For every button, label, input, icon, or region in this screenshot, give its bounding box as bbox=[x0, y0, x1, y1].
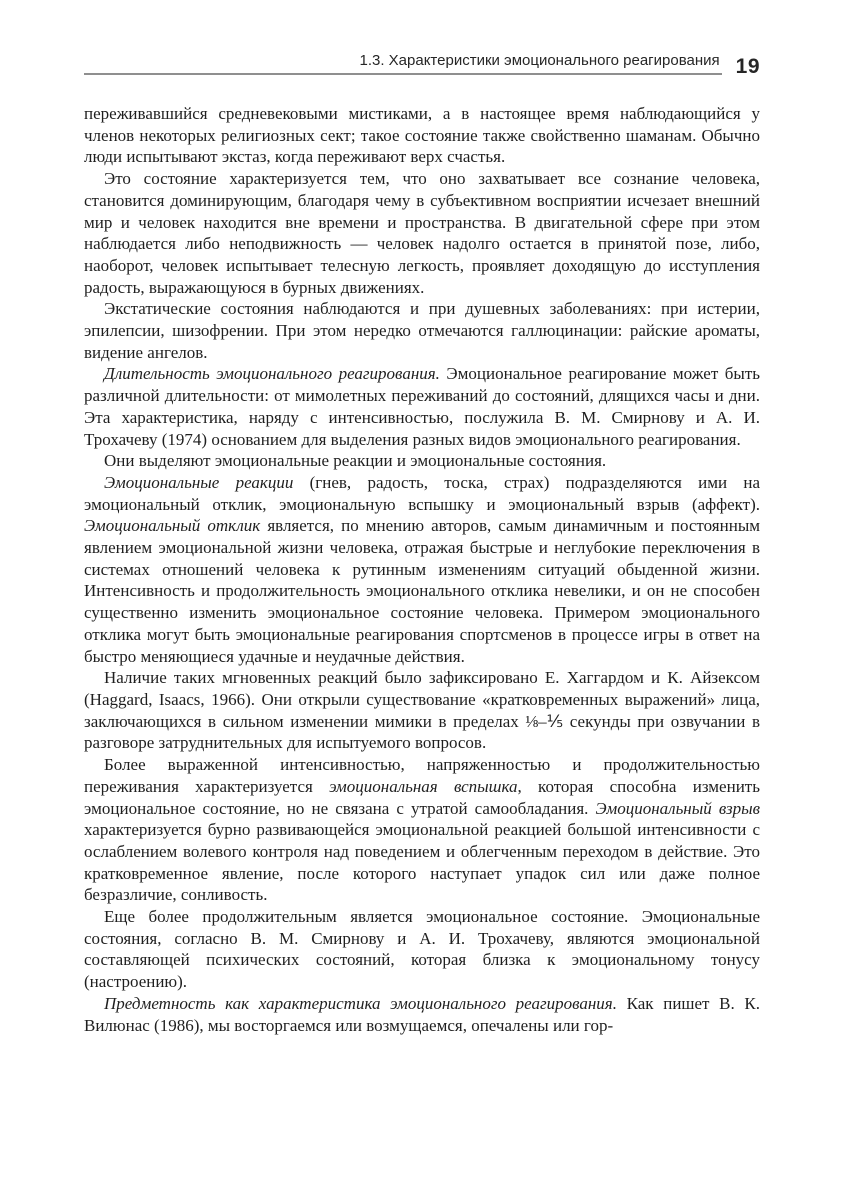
paragraph-run: , которая способна изменить эмоциональное состояние, но не связана с утратой самообладания. bbox=[84, 776, 760, 818]
running-title: 1.3. Характеристики эмоционального реагирования bbox=[359, 52, 720, 69]
page-body bbox=[84, 103, 760, 1036]
running-header bbox=[84, 52, 760, 78]
paragraph-run: Они выделяют эмоциональные реакции и эмоциональные состояния. bbox=[104, 451, 607, 471]
page-number: 19 bbox=[735, 55, 760, 78]
paragraph-run: характеризуется бурно развивающейся эмоциональной реакцией большой интенсивности с ослаблением волевого контроля над поведением и облегченным переходом в действие. Это кратковременное явление, после которого наступает упадок сил или даже полное безразличие, сонливость. bbox=[84, 820, 760, 905]
header-rule bbox=[84, 73, 722, 75]
paragraph bbox=[84, 667, 760, 754]
paragraph-run-italic: Предметность как характеристика эмоционального реагирования. bbox=[104, 993, 617, 1013]
paragraph-run-italic: эмоциональная вспышка bbox=[329, 776, 518, 796]
paragraph-run: (гнев, радость, тоска, страх) подразделяются ими на эмоциональный отклик, эмоциональную вспышку и эмоциональный взрыв (аффект). bbox=[84, 472, 760, 514]
paragraph-run: Эмоциональное реагирование может быть различной длительности: от мимолетных переживаний до состояний, длящихся часы и дни. Эта характеристика, наряду с интенсивностью, послужила В. М. Смирнову и А. И. Трохачеву (1974) основанием для выделения разных видов эмоционального реагирования. bbox=[84, 364, 760, 449]
paragraph-run: Более выраженной интенсивностью, напряженностью и продолжительностью переживания характеризуется bbox=[84, 755, 760, 796]
paragraph-run: Еще более продолжительным является эмоциональное состояние. Эмоциональные состояния, согласно В. М. Смирнову и А. И. Трохачеву, являются эмоциональной составляющей психических состояний, которая близка к эмоциональному тонусу (настроению). bbox=[84, 907, 760, 992]
paragraph-run: Наличие таких мгновенных реакций было зафиксировано Е. Хаггардом и К. Айзексом (Haggard, Isaacs, 1966). Они открыли существование «кратковременных выражений» лица, заключающихся в сильном изменении мимики в пределах ⅛–⅕ секунды при озвучании в разговоре затруднительных для испытуемого вопросов. bbox=[84, 668, 760, 753]
paragraph bbox=[84, 906, 760, 993]
paragraph bbox=[84, 168, 760, 298]
paragraph-run: является, по мнению авторов, самым динамичным и постоянным явлением эмоциональной жизни человека, отражая быстрые и неглубокие переключения в системах отношений человека к рутинным изменениям ситуаций обыденной жизни. Интенсивность и продолжительность эмоционального отклика невелики, и он не способен существенно изменить эмоциональное состояние человека. Примером эмоционального отклика могут быть эмоциональные реагирования спортсменов в процессе игры в ответ на быстро меняющиеся удачные и неудачные действия. bbox=[84, 516, 761, 666]
paragraph bbox=[84, 754, 760, 906]
running-header-left bbox=[84, 53, 722, 75]
paragraph bbox=[84, 450, 760, 472]
paragraph-run-italic: Эмоциональные реакции bbox=[104, 472, 294, 492]
paragraph bbox=[84, 993, 760, 1036]
paragraph-run-italic: Эмоциональный отклик bbox=[84, 516, 261, 536]
paragraph bbox=[84, 298, 760, 363]
paragraph-run: Экстатические состояния наблюдаются и при душевных заболеваниях: при истерии, эпилепсии, шизофрении. При этом нередко отмечаются галлюцинации: райские ароматы, видение ангелов. bbox=[84, 299, 760, 362]
paragraph bbox=[84, 103, 760, 168]
paragraph-run: переживавшийся средневековыми мистиками, а в настоящее время наблюдающийся у членов некоторых религиозных сект; такое состояние также свойственно шаманам. Обычно люди испытывают экстаз, когда переживают верх счастья. bbox=[84, 104, 760, 167]
paragraph-run: Это состояние характеризуется тем, что оно захватывает все сознание человека, становится доминирующим, благодаря чему в субъективном восприятии исчезает внешний мир и человек находится вне времени и пространства. В двигательной сфере при этом наблюдается либо неподвижность — человек надолго остается в принятой позе, либо, наоборот, человек испытывает телесную легкость, проявляет доходящую до исступления радость, выражающуюся в бурных движениях. bbox=[84, 169, 760, 297]
paragraph-run: Как пишет В. К. Вилюнас (1986), мы восторгаемся или возмущаемся, опечалены или гор- bbox=[84, 993, 760, 1035]
paragraph bbox=[84, 363, 760, 450]
paragraph-run-italic: Длительность эмоционального реагирования. bbox=[104, 364, 440, 384]
paragraph bbox=[84, 472, 760, 667]
paragraph-run-italic: Эмоциональный взрыв bbox=[595, 798, 761, 818]
